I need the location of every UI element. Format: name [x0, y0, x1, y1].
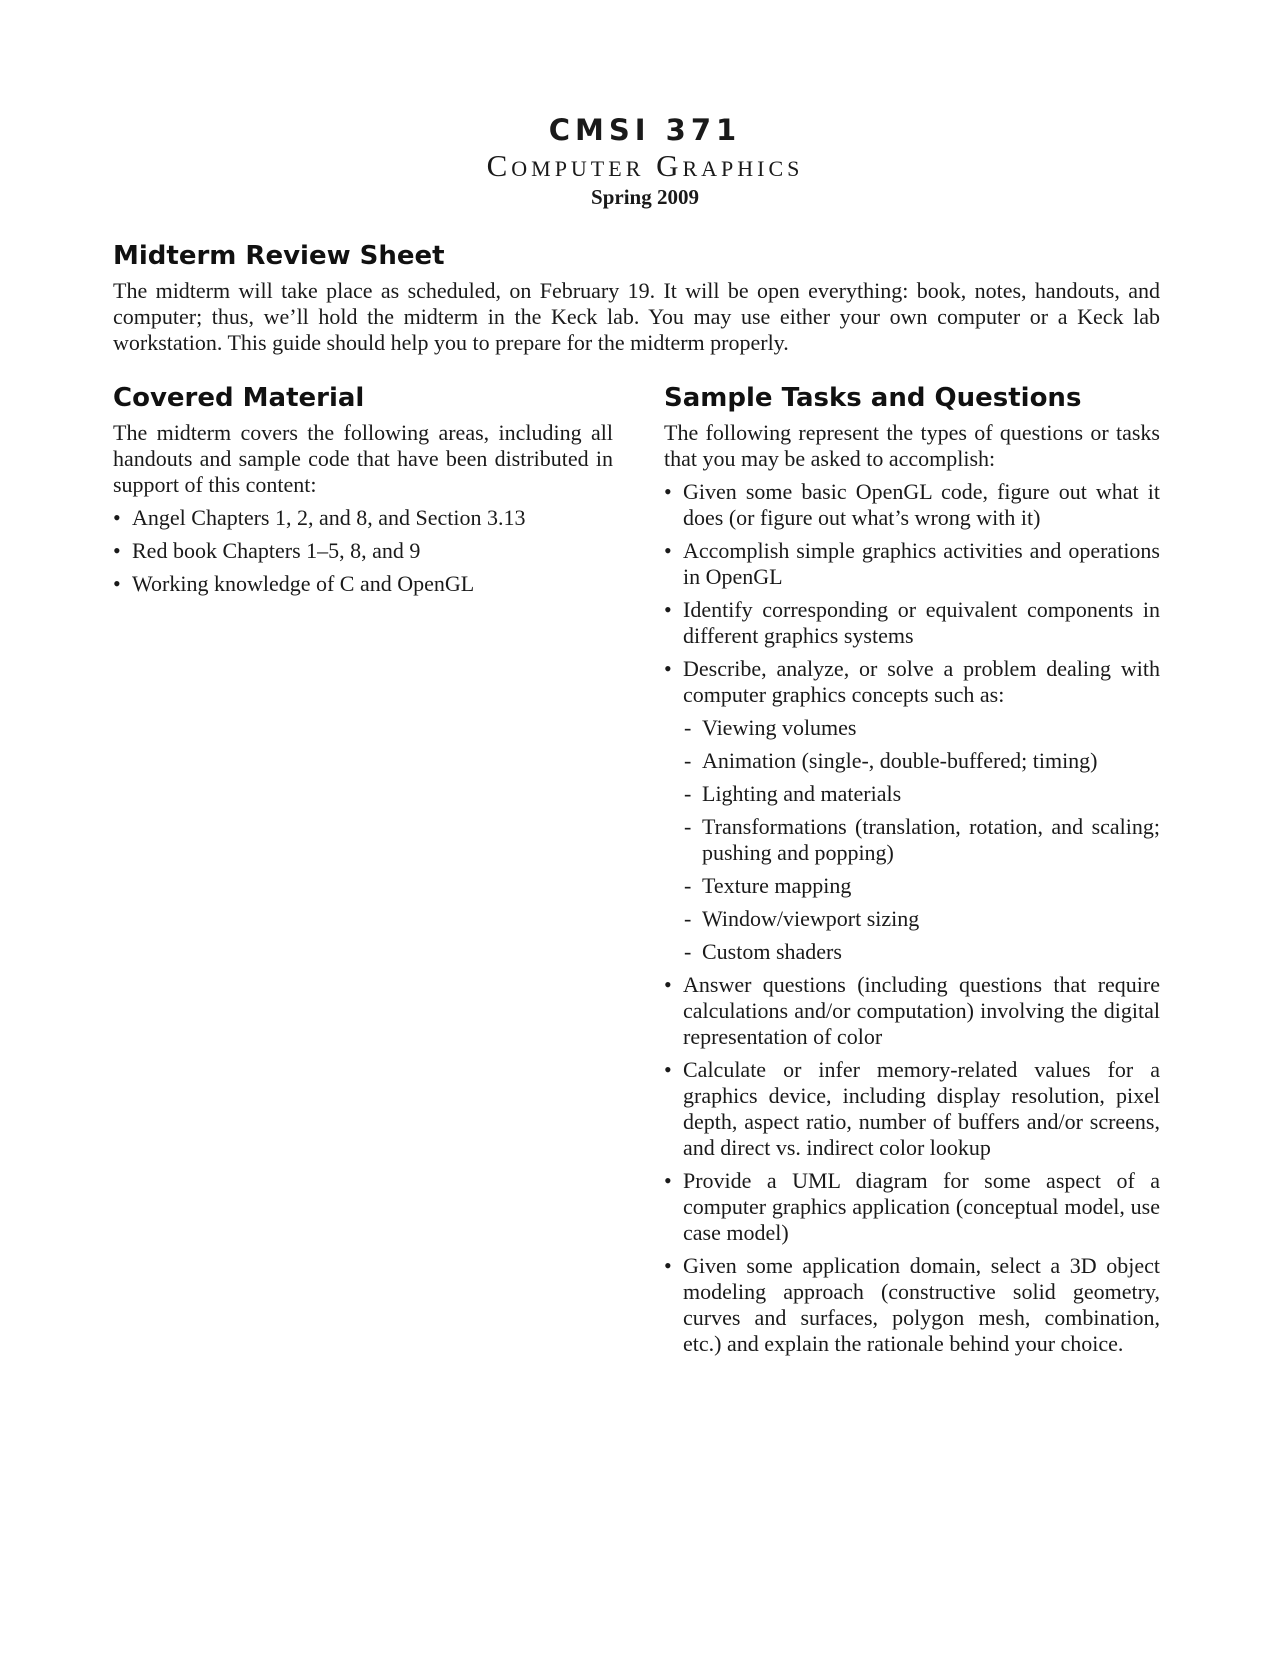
list-item-text: Identify corresponding or equivalent components in different graphics systems	[683, 597, 1160, 648]
bullet-icon: •	[664, 538, 672, 563]
intro-heading: Midterm Review Sheet	[113, 241, 445, 271]
intro-paragraph: The midterm will take place as scheduled, on February 19. It will be open everything: book, notes, handouts, and computer; thus, we’ll hold the midterm in the Keck lab. You may use either your own computer or a Keck lab workstation. This guide should help you to prepare for the midterm properly.	[113, 278, 1160, 355]
list-item	[664, 1168, 1160, 1246]
course-name: Computer Graphics	[486, 148, 804, 183]
sublist-item-text: Animation (single-, double-buffered; timing)	[702, 748, 1098, 773]
sublist-item	[683, 748, 1160, 774]
sublist-item	[683, 814, 1160, 866]
covered-material-section	[113, 382, 613, 597]
list-item	[664, 1057, 1160, 1161]
bullet-icon: •	[664, 972, 672, 997]
list-item	[113, 571, 613, 597]
bullet-icon: •	[113, 538, 121, 563]
dash-icon: -	[684, 715, 692, 740]
covered-list	[113, 505, 613, 597]
covered-heading: Covered Material	[113, 383, 365, 413]
list-item-text: Describe, analyze, or solve a problem dealing with computer graphics concepts such as:	[683, 656, 1160, 707]
sublist-item	[683, 906, 1160, 932]
list-item	[664, 479, 1160, 531]
sublist-item	[683, 781, 1160, 807]
document-header	[0, 112, 1280, 210]
list-item-text: Provide a UML diagram for some aspect of a computer graphics application (conceptual model, use case model)	[683, 1168, 1160, 1245]
concepts-sublist	[683, 715, 1160, 965]
list-item-text: Red book Chapters 1–5, 8, and 9	[132, 538, 421, 563]
list-item-text: Answer questions (including questions that require calculations and/or computation) involving the digital representation of color	[683, 972, 1160, 1049]
dash-icon: -	[684, 748, 692, 773]
list-item	[113, 505, 613, 531]
list-item-text: Angel Chapters 1, 2, and 8, and Section 3.13	[132, 505, 526, 530]
sample-tasks-section	[664, 382, 1160, 1357]
bullet-icon: •	[664, 656, 672, 681]
dash-icon: -	[684, 814, 692, 839]
bullet-icon: •	[113, 505, 121, 530]
list-item-text: Given some application domain, select a 3D object modeling approach (constructive solid geometry, curves and surfaces, polygon mesh, combination, etc.) and explain the rationale behind your choice.	[683, 1253, 1160, 1356]
list-item	[113, 538, 613, 564]
list-item-text: Working knowledge of C and OpenGL	[132, 571, 475, 596]
sublist-item	[683, 715, 1160, 741]
sublist-item-text: Texture mapping	[702, 873, 852, 898]
dash-icon: -	[684, 781, 692, 806]
bullet-icon: •	[664, 1168, 672, 1193]
list-item	[664, 538, 1160, 590]
sublist-item-text: Window/viewport sizing	[702, 906, 920, 931]
sublist-item	[683, 939, 1160, 965]
bullet-icon: •	[664, 597, 672, 622]
covered-paragraph: The midterm covers the following areas, including all handouts and sample code that have been distributed in support of this content:	[113, 420, 613, 497]
dash-icon: -	[684, 906, 692, 931]
list-item	[664, 1253, 1160, 1357]
list-item	[664, 597, 1160, 649]
sublist-item	[683, 873, 1160, 899]
sublist-item-text: Lighting and materials	[702, 781, 902, 806]
sublist-item-text: Transformations (translation, rotation, and scaling; pushing and popping)	[702, 814, 1160, 865]
sublist-item-text: Viewing volumes	[702, 715, 857, 740]
dash-icon: -	[684, 939, 692, 964]
sublist-item-text: Custom shaders	[702, 939, 842, 964]
tasks-list	[664, 479, 1160, 1357]
term: Spring 2009	[591, 185, 699, 209]
intro-section	[113, 240, 1160, 356]
list-item-text: Accomplish simple graphics activities and operations in OpenGL	[683, 538, 1160, 589]
list-item-text: Calculate or infer memory-related values for a graphics device, including display resolution, pixel depth, aspect ratio, number of buffers and/or screens, and direct vs. indirect color lookup	[683, 1057, 1160, 1160]
list-item	[664, 656, 1160, 965]
bullet-icon: •	[664, 1253, 672, 1278]
bullet-icon: •	[664, 479, 672, 504]
list-item	[664, 972, 1160, 1050]
tasks-paragraph: The following represent the types of questions or tasks that you may be asked to accomplish:	[664, 420, 1160, 471]
dash-icon: -	[684, 873, 692, 898]
tasks-heading: Sample Tasks and Questions	[664, 383, 1082, 413]
list-item-text: Given some basic OpenGL code, figure out what it does (or figure out what’s wrong with it)	[683, 479, 1160, 530]
bullet-icon: •	[113, 571, 121, 596]
course-code: CMSI 371	[548, 113, 742, 147]
bullet-icon: •	[664, 1057, 672, 1082]
